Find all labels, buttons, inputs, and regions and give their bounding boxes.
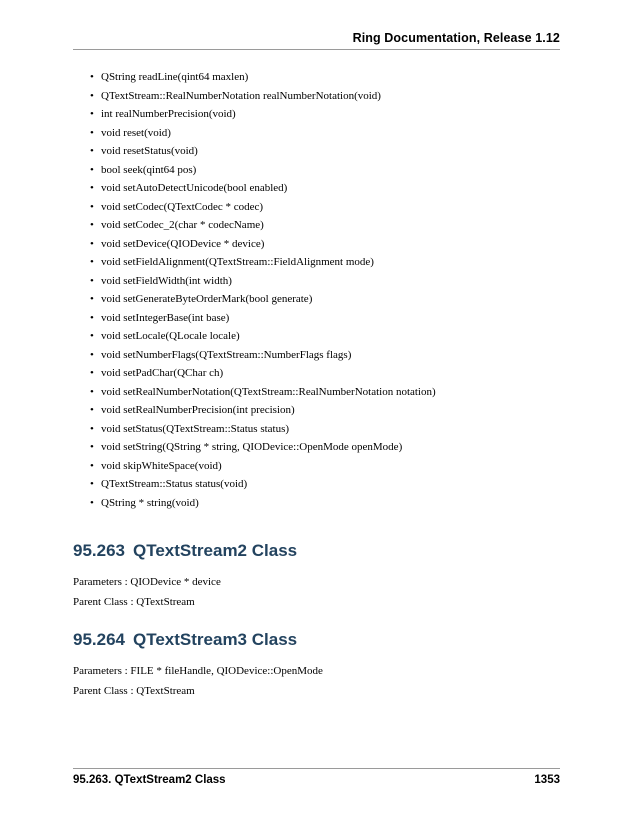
bullet-icon: •: [90, 219, 94, 231]
method-signature: void skipWhiteSpace(void): [101, 459, 222, 472]
bullet-icon: •: [90, 311, 94, 324]
method-signature: void setCodec_2(char * codecName): [101, 219, 264, 231]
bullet-icon: •: [90, 126, 94, 139]
method-signature: void setPadChar(QChar ch): [101, 367, 224, 379]
method-item: [80, 364, 560, 383]
bullet-icon: •: [90, 293, 94, 305]
bullet-icon: •: [90, 200, 94, 213]
bullet-icon: •: [90, 385, 94, 398]
method-item: [80, 420, 560, 439]
method-signature: void setNumberFlags(QTextStream::NumberFlags flags): [101, 348, 352, 361]
bullet-icon: •: [90, 182, 94, 194]
bullet-icon: •: [90, 71, 94, 83]
bullet-icon: •: [90, 330, 94, 342]
bullet-icon: •: [90, 89, 94, 102]
method-signature: void setIntegerBase(int base): [101, 311, 230, 324]
method-item: [80, 142, 560, 161]
method-signature: void resetStatus(void): [101, 145, 198, 157]
section-number: 95.264: [73, 630, 125, 649]
method-item: [80, 87, 560, 106]
method-item: [80, 198, 560, 217]
method-item: [80, 309, 560, 328]
section-parameters: Parameters : QIODevice * device: [73, 576, 221, 588]
section-parameters: Parameters : FILE * fileHandle, QIODevice::OpenMode: [73, 665, 323, 677]
method-list: [80, 68, 560, 512]
method-item: [80, 235, 560, 254]
method-item: [80, 457, 560, 476]
method-item: [80, 124, 560, 143]
method-item: [80, 346, 560, 365]
bullet-icon: •: [90, 145, 94, 157]
method-signature: void setAutoDetectUnicode(bool enabled): [101, 182, 288, 194]
method-signature: void setStatus(QTextStream::Status status): [101, 422, 290, 435]
method-item: [80, 290, 560, 309]
bullet-icon: •: [90, 348, 94, 361]
bullet-icon: •: [90, 367, 94, 379]
method-item: [80, 383, 560, 402]
bullet-icon: •: [90, 256, 94, 268]
bullet-icon: •: [90, 496, 94, 509]
method-item: [80, 475, 560, 494]
method-item: [80, 216, 560, 235]
method-item: [80, 494, 560, 513]
bullet-icon: •: [90, 441, 94, 453]
method-signature: void setDevice(QIODevice * device): [101, 237, 265, 250]
method-item: [80, 161, 560, 180]
method-signature: void setRealNumberNotation(QTextStream::RealNumberNotation notation): [101, 385, 436, 398]
method-item: [80, 68, 560, 87]
bullet-icon: •: [90, 163, 94, 176]
method-item: [80, 179, 560, 198]
section-title: QTextStream2 Class: [133, 541, 298, 560]
method-item: [80, 438, 560, 457]
method-signature: void reset(void): [101, 126, 171, 139]
method-item: [80, 272, 560, 291]
bullet-icon: •: [90, 274, 94, 287]
header-divider: [73, 49, 560, 50]
method-signature: int realNumberPrecision(void): [101, 108, 236, 120]
method-item: [80, 105, 560, 124]
bullet-icon: •: [90, 459, 94, 472]
method-item: [80, 327, 560, 346]
section-heading-qtextstream2: [73, 541, 297, 561]
running-header-title: Ring Documentation, Release 1.12: [352, 31, 560, 45]
method-signature: void setRealNumberPrecision(int precision): [101, 404, 295, 416]
bullet-icon: •: [90, 422, 94, 435]
method-signature: void setString(QString * string, QIODevice::OpenMode openMode): [101, 441, 403, 453]
footer-divider: [73, 768, 560, 769]
method-signature: QTextStream::Status status(void): [101, 478, 248, 490]
method-signature: bool seek(qint64 pos): [101, 163, 197, 176]
section-heading-qtextstream3: [73, 630, 297, 650]
method-signature: QString readLine(qint64 maxlen): [101, 71, 249, 83]
method-signature: QTextStream::RealNumberNotation realNumberNotation(void): [101, 89, 381, 102]
section-parent-class: Parent Class : QTextStream: [73, 596, 195, 608]
method-signature: void setLocale(QLocale locale): [101, 330, 240, 342]
method-item: [80, 401, 560, 420]
bullet-icon: •: [90, 108, 94, 120]
bullet-icon: •: [90, 404, 94, 416]
method-signature: QString * string(void): [101, 496, 199, 509]
method-signature: void setGenerateByteOrderMark(bool generate): [101, 293, 313, 305]
footer-section-title: 95.263. QTextStream2 Class: [73, 774, 226, 786]
bullet-icon: •: [90, 478, 94, 490]
method-signature: void setFieldWidth(int width): [101, 274, 232, 287]
section-title: QTextStream3 Class: [133, 630, 298, 649]
section-number: 95.263: [73, 541, 125, 560]
page-number: 1353: [534, 774, 560, 786]
method-item: [80, 253, 560, 272]
method-signature: void setFieldAlignment(QTextStream::FieldAlignment mode): [101, 256, 374, 268]
method-signature: void setCodec(QTextCodec * codec): [101, 200, 264, 213]
bullet-icon: •: [90, 237, 94, 250]
section-parent-class: Parent Class : QTextStream: [73, 685, 195, 697]
